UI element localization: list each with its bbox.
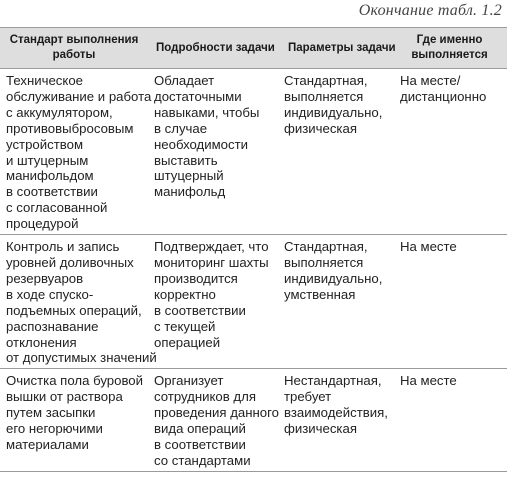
cell-text-line: материалами [6,436,89,452]
cell-text-line: устройством [6,136,84,152]
cell-text-line: Параметры задачи [288,41,396,54]
cell-text-line: Подробности задачи [156,41,275,54]
table-row [0,369,507,471]
cell-text-line: сотрудников для [154,389,256,405]
cell-text-line: выполняется [284,88,364,104]
cell-text-line: противовыбросовым [6,120,134,136]
cell-text-line: Очистка пола буровой [6,373,144,389]
cell-text-line: Техническое [6,73,83,88]
header-where-performed [392,28,507,69]
cell-text-line: На месте [400,373,457,389]
cell-text-line: выполняется [411,49,488,61]
cell-text-line: вышки от раствора [6,389,123,405]
table-header [0,28,507,69]
cell-where-performed [392,69,507,235]
cell-text-line: путем засыпки [6,405,96,421]
table-row [0,69,507,235]
cell-text-line: с согласованной [6,200,108,216]
cell-text-line: от допустимых значений [6,350,157,366]
cell-text-line: На месте/ [400,73,461,88]
cell-text-line: в соответствии [154,436,246,452]
cell-text-line: с аккумулятором, [6,104,113,120]
table-body [0,69,507,472]
cell-text-line: в соответствии [6,184,98,200]
cell-text-line: дистанционно [400,88,487,104]
cell-text-line: процедурой [6,216,79,232]
header-task-details [148,28,278,69]
cell-text-line: корректно [154,286,216,302]
cell-text-line: Стандарт выполнения [9,34,139,46]
cell-text-line: Где именно [416,34,483,46]
cell-text-line: умственная [284,286,356,302]
header-work-standard [0,28,148,69]
cell-text-line: достаточными [154,88,242,104]
cell-task-details [148,235,278,369]
cell-text-line: вида операций [154,421,246,437]
cell-text-line: На месте [400,239,457,255]
cell-work-standard [0,235,157,369]
cell-text-line: проведения данного [154,405,279,421]
cell-text-line: операцией [154,334,221,350]
cell-text-line: Обладает [154,73,215,88]
cell-text-line: Организует [154,373,224,389]
cell-text-line: обслуживание и работа [6,88,152,104]
cell-text-line: подъемных операций, [6,302,142,318]
cell-text-line: взаимодействия, [284,405,388,421]
cell-text-line: физическая [284,421,357,437]
cell-text-line: Нестандартная, [284,373,382,389]
cell-text-line: требует [284,389,332,405]
cell-text-line: работы [52,49,96,61]
cell-text-line: манифольд [154,184,226,200]
cell-text-line: необходимости [154,136,249,152]
cell-text-line: уровней доливочных [6,254,134,270]
header-row [0,28,507,69]
table-row [0,235,507,369]
cell-text-line: выставить [154,152,218,168]
cell-text-line: резервуаров [6,270,84,286]
cell-text-line: индивидуально, [284,270,383,286]
cell-text-line: Стандартная, [284,239,368,255]
cell-task-details [148,369,278,471]
cell-text-line: выполняется [284,254,364,270]
table-caption: Окончание табл. 1.2 [358,2,502,19]
cell-text-line: производится [154,270,238,286]
cell-task-parameters [278,369,392,471]
cell-task-parameters [278,235,392,369]
cell-text-line: в случае [154,120,208,136]
cell-text-line: манифольдом [6,168,94,184]
cell-text-line: Стандартная, [284,73,368,88]
cell-text-line: распознавание [6,318,99,334]
cell-text-line: в ходе спуско- [6,286,94,302]
cell-text-line: и штуцерным [6,152,89,168]
cell-text-line: индивидуально, [284,104,383,120]
cell-where-performed [392,369,507,471]
cell-work-standard [0,369,148,471]
cell-task-details [148,69,278,235]
cell-text-line: физическая [284,120,357,136]
cell-text-line: с текущей [154,318,216,334]
cell-text-line: его негорючими [6,421,103,437]
cell-work-standard [0,69,152,235]
task-standards-table [0,27,507,472]
cell-text-line: штуцерный [154,168,224,184]
cell-text-line: Подтверждает, что [154,239,269,255]
cell-task-parameters [278,69,392,235]
cell-where-performed [392,235,507,369]
header-task-parameters [278,28,396,69]
cell-text-line: мониторинг шахты [154,254,269,270]
cell-text-line: навыками, чтобы [154,104,260,120]
cell-text-line: со стандартами [154,452,251,468]
cell-text-line: Контроль и запись [6,239,120,255]
cell-text-line: отклонения [6,334,77,350]
cell-text-line: в соответствии [154,302,246,318]
